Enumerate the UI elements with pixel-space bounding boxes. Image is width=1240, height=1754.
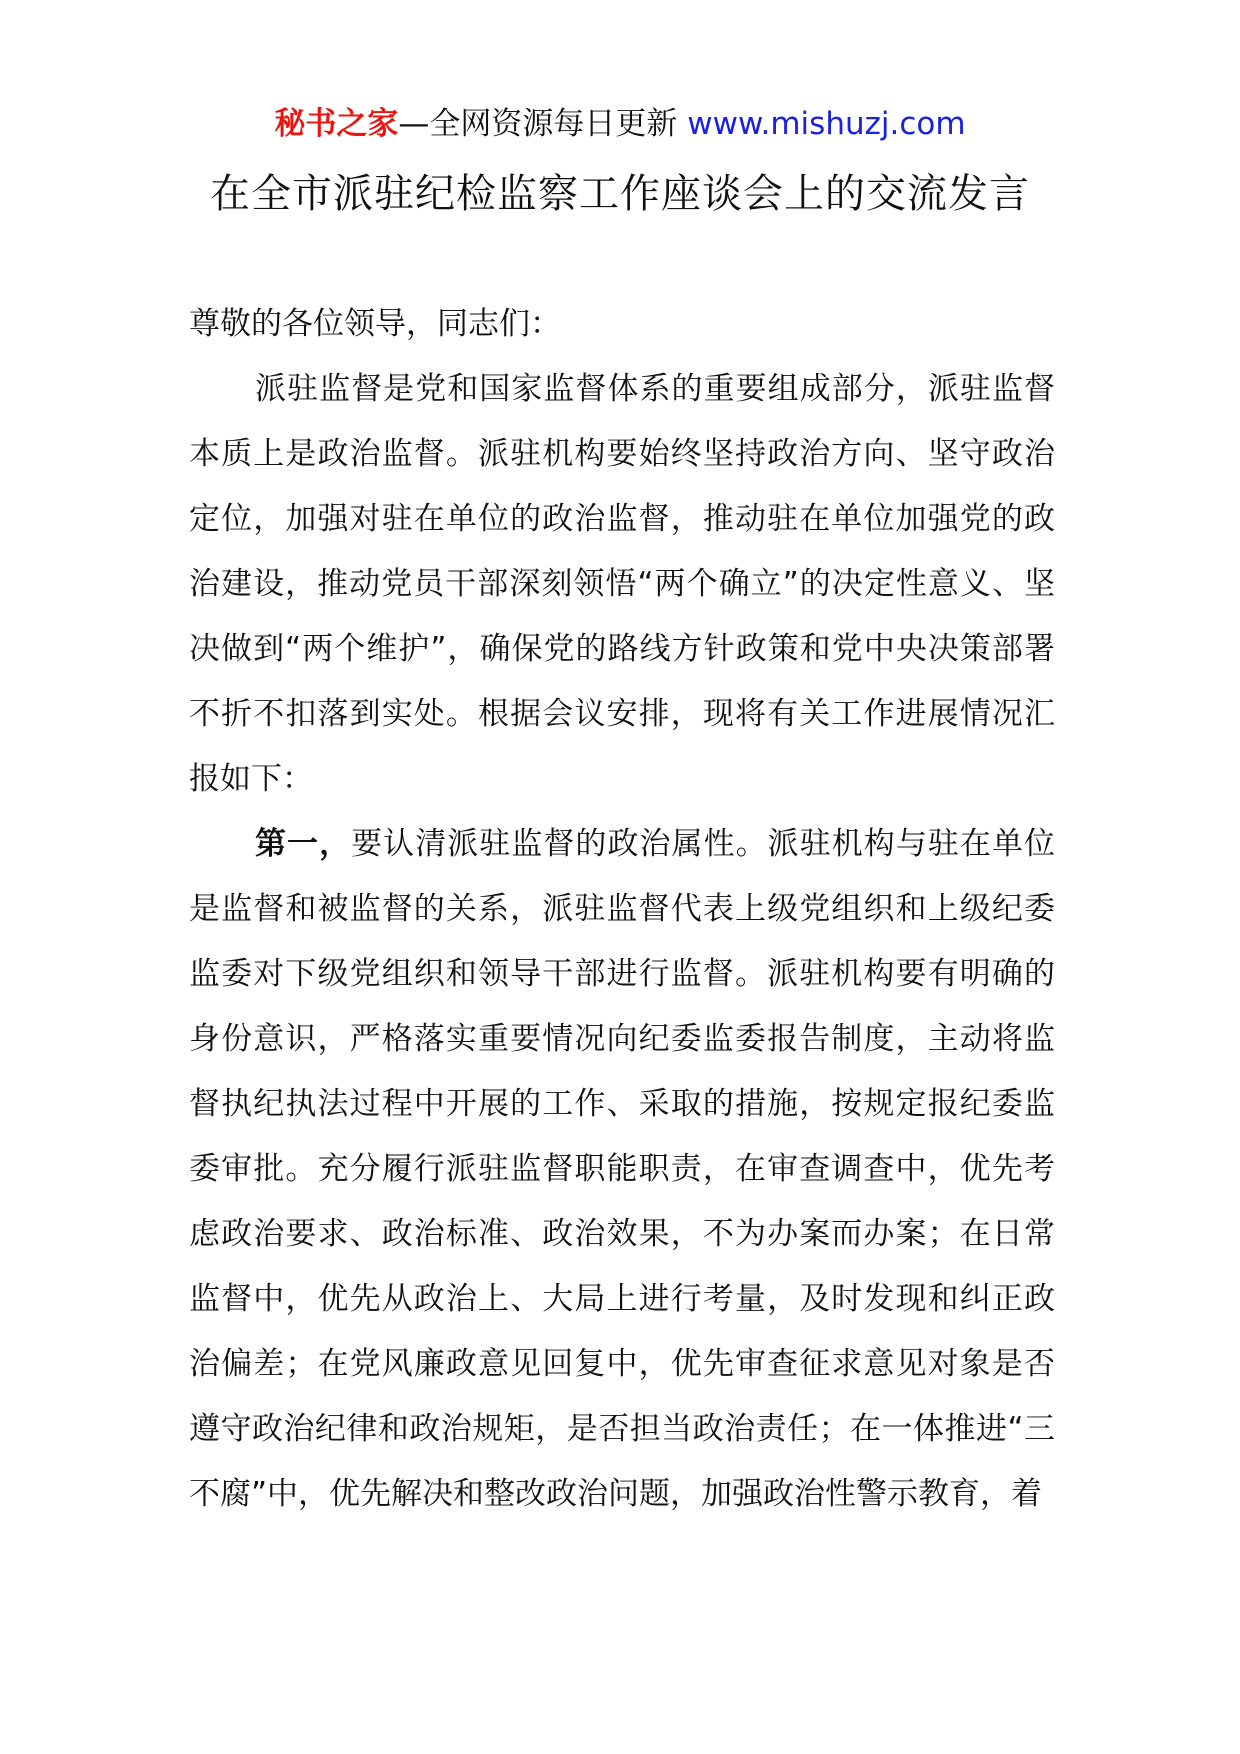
document-body — [189, 292, 1055, 1527]
site-slogan: —全网资源每日更新 — [398, 106, 678, 142]
brand-name: 秘书之家 — [274, 106, 399, 142]
paragraph-intro: 派驻监督是党和国家监督体系的重要组成部分，派驻监督本质上是政治监督。派驻机构要始终坚持政治方向、坚守政治定位，加强对驻在单位的政治监督，推动驻在单位加强党的政治建设，推动党员干部深刻领悟“两个确立”的决定性意义、坚决做到“两个维护”，确保党的路线方针政策和党中央决策部署不折不扣落到实处。根据会议安排，现将有关工作进展情况汇报如下： — [189, 371, 1055, 797]
salutation: 尊敬的各位领导，同志们： — [189, 306, 561, 342]
site-header — [0, 100, 1240, 148]
point-lead: 第一， — [255, 826, 352, 862]
site-url[interactable]: www.mishuzj.com — [687, 106, 966, 142]
document-title: 在全市派驻纪检监察工作座谈会上的交流发言 — [210, 171, 1030, 217]
point-body: 要认清派驻监督的政治属性。派驻机构与驻在单位是监督和被监督的关系，派驻监督代表上级党组织和上级纪委监委对下级党组织和领导干部进行监督。派驻机构要有明确的身份意识，严格落实重要情况向纪委监委报告制度，主动将监督执纪执法过程中开展的工作、采取的措施，按规定报纪委监委审批。充分履行派驻监督职能职责，在审查调查中，优先考虑政治要求、政治标准、政治效果，不为办案而办案；在日常监督中，优先从政治上、大局上进行考量，及时发现和纠正政治偏差；在党风廉政意见回复中，优先审查征求意见对象是否遵守政治纪律和政治规矩，是否担当政治责任；在一体推进“三不腐”中，优先解决和整改政治问题，加强政治性警示教育，着 — [189, 826, 1055, 1512]
paragraph-first-point — [189, 812, 1055, 1527]
